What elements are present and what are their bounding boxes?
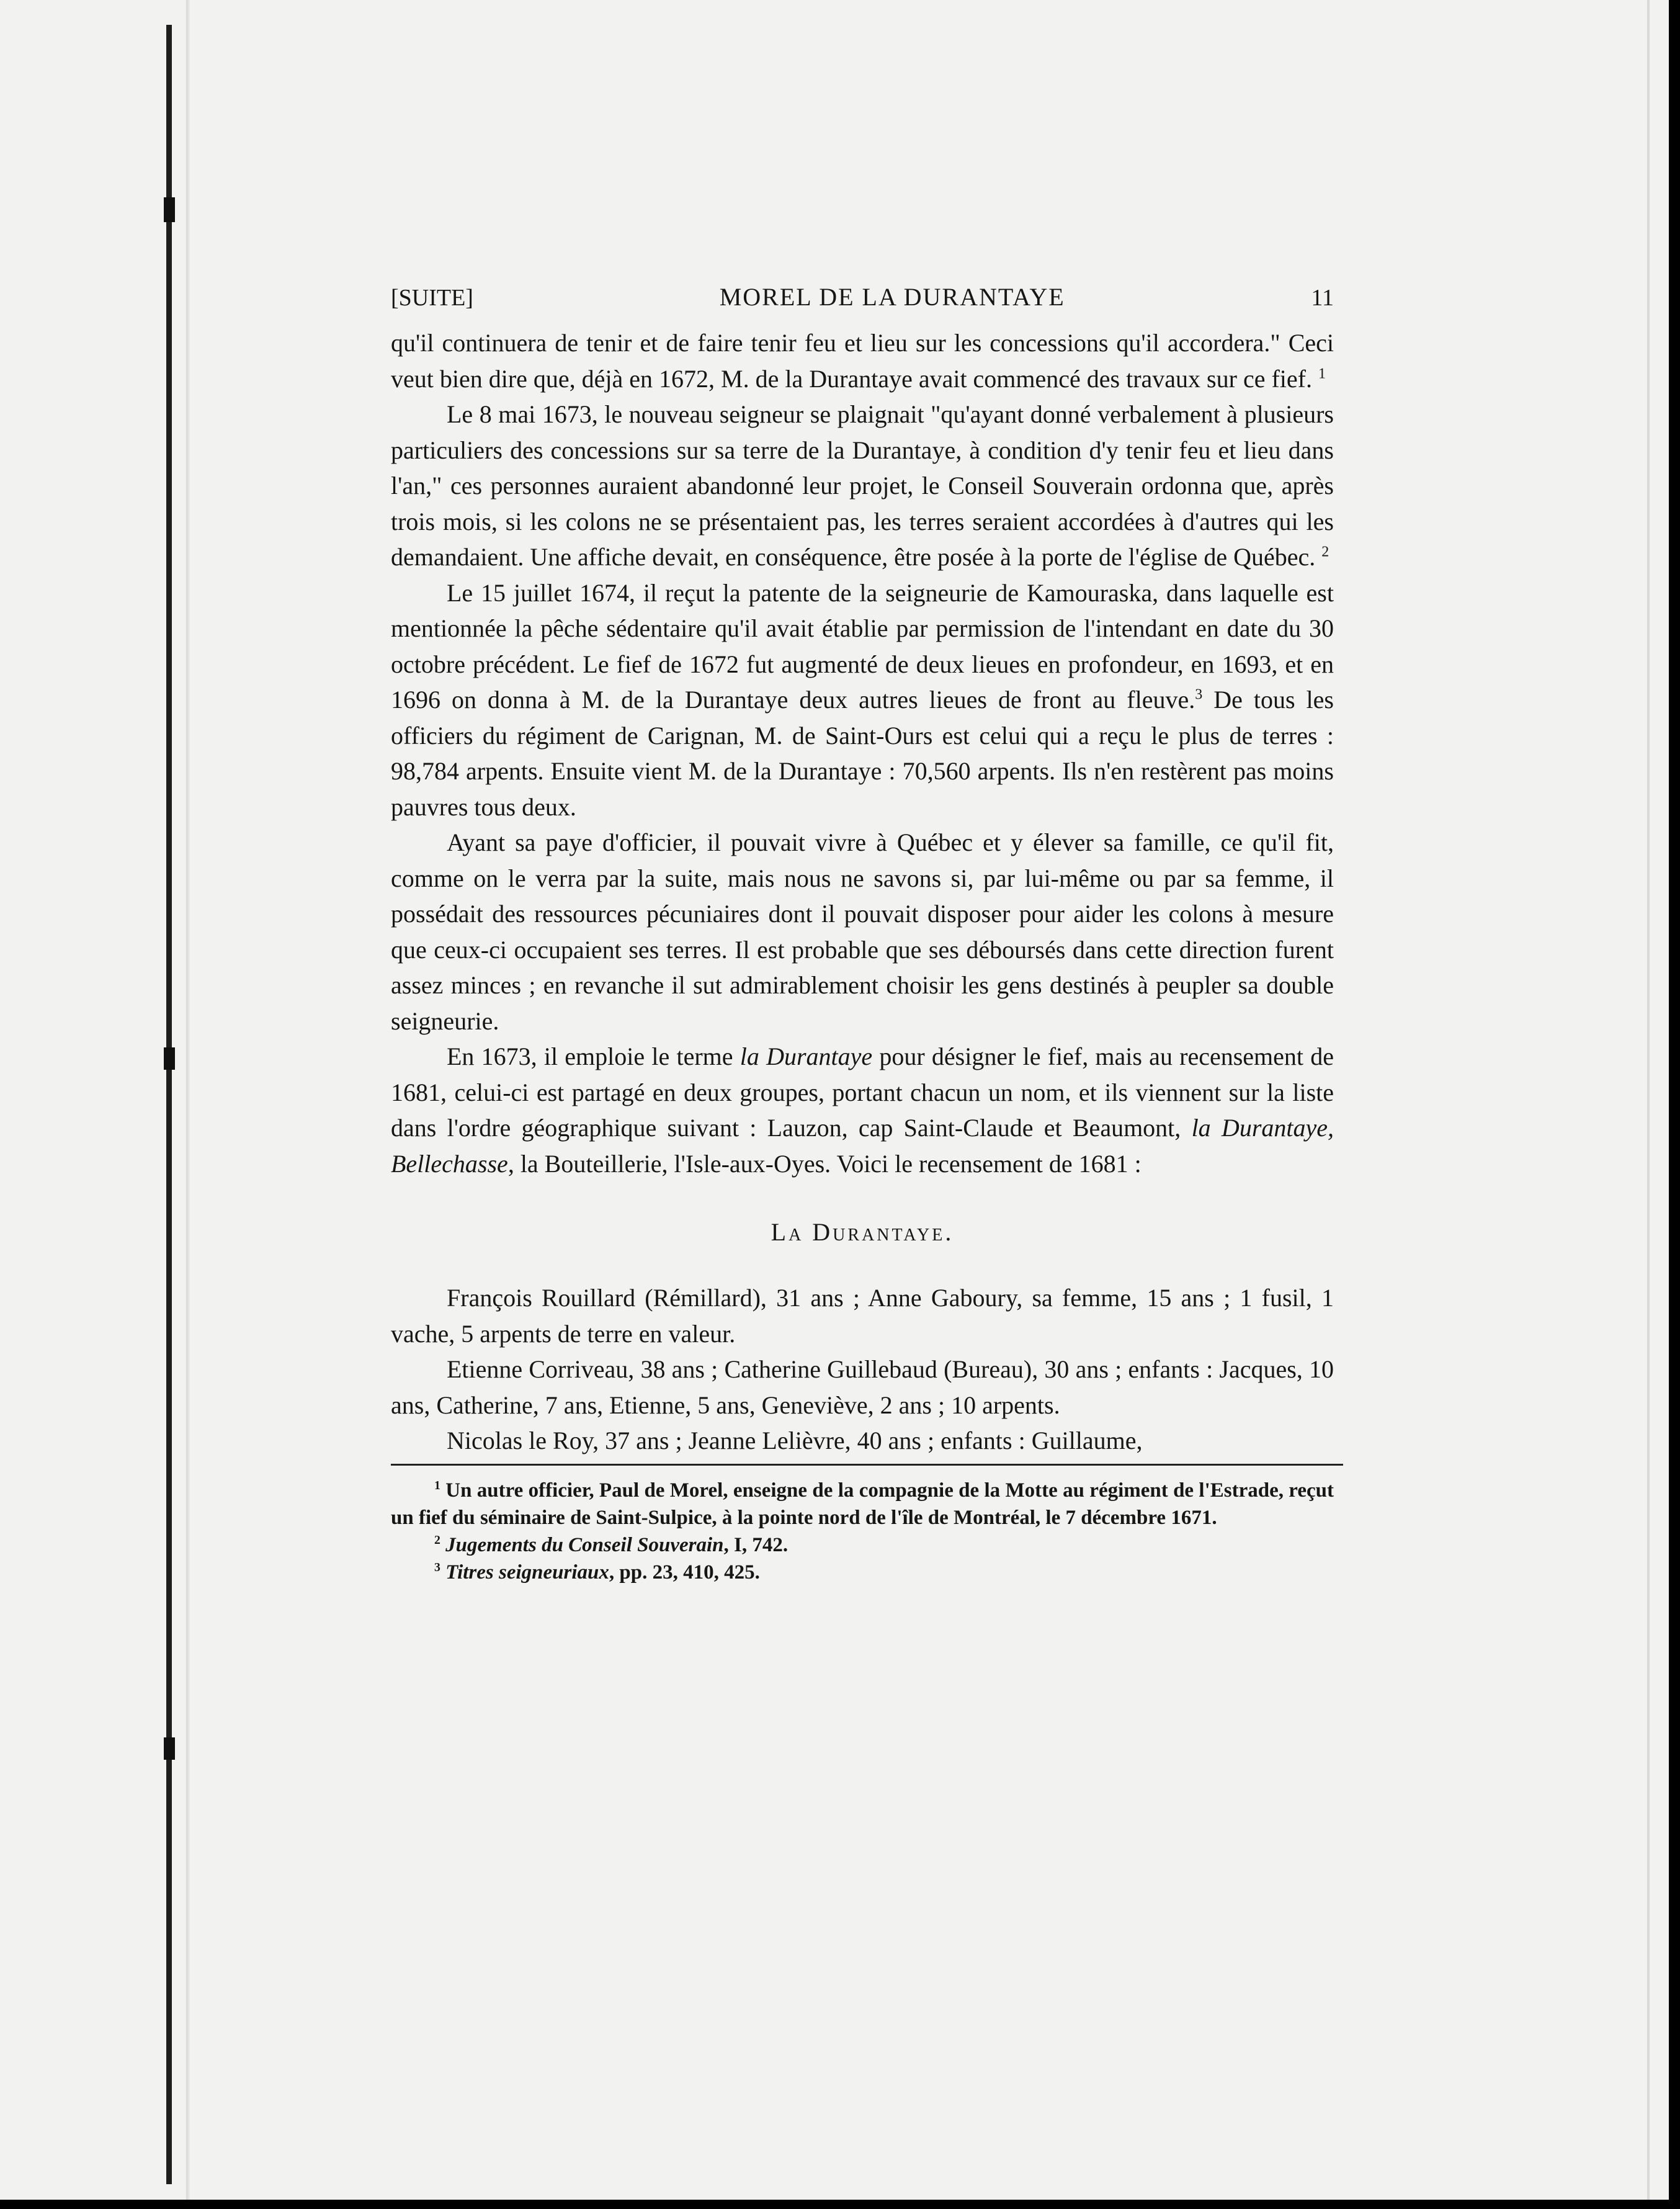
gutter-mark: [164, 1047, 175, 1070]
paragraph-3: [391, 575, 1334, 825]
paragraph-text: Le 8 mai 1673, le nouveau seigneur se plaignait "qu'ayant donné verbalement à plusieurs particuliers des concessions sur sa terre de la Durantaye, à condition d'y tenir feu et lieu dans l'an," ces personnes auraient abandonné leur projet, le Conseil Souverain ordonna que, après trois mois, si les colons ne se présentaient pas, les terres seraient accordées à d'autres qui les demandaient. Une affiche devait, en conséquence, être posée à la porte de l'église de Québec.: [391, 400, 1334, 571]
paragraph-text: En 1673, il emploie le terme: [447, 1042, 740, 1070]
census-entry: Etienne Corriveau, 38 ans ; Catherine Guillebaud (Bureau), 30 ans ; enfants : Jacques, 10 ans, Catherine, 7 ans, Etienne, 5 ans, Geneviève, 2 ans ; 10 arpents.: [391, 1355, 1334, 1419]
footnote-divider: [391, 1464, 1343, 1466]
italic-term: la Durantaye, Bellechasse: [391, 1114, 1334, 1178]
footnote-ref: 1: [1318, 365, 1326, 382]
paragraph-text: De tous les officiers du régiment de Carignan, M. de Saint-Ours est celui qui a reçu le plus de terres : 98,784 arpents. Ensuite vient M. de la Durantaye : 70,560 arpents. Ils n'en restèrent pas moins pauvres tous deux.: [391, 686, 1334, 821]
paragraph-text: Ayant sa paye d'officier, il pouvait vivre à Québec et y élever sa famille, ce qu'il fit, comme on le verra par la suite, mais nous ne savons si, par lui-même ou par sa femme, il possédait des ressources pécuniaires dont il pouvait disposer pour aider les colons à mesure que ceux-ci occupaient ses terres. Il est probable que ses déboursés dans cette direction furent assez minces ; en revanche il sut admirablement choisir les gens destinés à peupler sa double seigneurie.: [391, 828, 1334, 1035]
header-left: [SUITE]: [391, 285, 473, 311]
gutter-mark: [164, 1737, 175, 1760]
page-text-block: [391, 282, 1334, 1586]
census-entry: François Rouillard (Rémillard), 31 ans ; Anne Gaboury, sa femme, 15 ans ; 1 fusil, 1 vache, 5 arpents de terre en valeur.: [391, 1284, 1334, 1348]
footnote-title: Jugements du Conseil Souverain: [445, 1533, 724, 1556]
footnote-3: [391, 1559, 1334, 1586]
footnote-1: [391, 1477, 1334, 1531]
footnote-text: , I, 742.: [723, 1533, 789, 1556]
footnote-mark: 2: [434, 1533, 440, 1547]
paragraph-text: Le 15 juillet 1674, il reçut la patente de la seigneurie de Kamouraska, dans laquelle est mentionnée la pêche sédentaire qu'il avait établie par permission de l'intendant en date du 30 octobre précédent. Le fief de 1672 fut augmenté de deux lieues en profondeur, en 1693, et en 1696 on donna à M. de la Durantaye deux autres lieues de front au fleuve.: [391, 578, 1334, 714]
running-header: [391, 282, 1334, 311]
binding-gutter: [166, 25, 172, 2184]
paragraph-5: [391, 1039, 1334, 1181]
footnote-text: , pp. 23, 410, 425.: [609, 1561, 760, 1584]
header-title: MOREL DE LA DURANTAYE: [719, 283, 1065, 311]
italic-term: la Durantaye: [739, 1042, 873, 1070]
paragraph-4: [391, 825, 1334, 1039]
footnote-2: [391, 1531, 1334, 1559]
footnote-title: Titres seigneuriaux: [445, 1561, 609, 1584]
footnote-mark: 1: [434, 1478, 440, 1492]
census-entry: Nicolas le Roy, 37 ans ; Jeanne Lelièvre, 40 ans ; enfants : Guillaume,: [447, 1427, 1143, 1454]
footnote-ref: 3: [1195, 686, 1203, 703]
gutter-mark: [164, 197, 175, 222]
paragraph-1: [391, 325, 1334, 397]
page-number: 11: [1311, 285, 1334, 311]
page-fold-shadow: [186, 0, 190, 2200]
paragraph-text: , la Bouteillerie, l'Isle-aux-Oyes. Voici le recensement de 1681 :: [507, 1149, 1142, 1178]
footnote-text: Un autre officier, Paul de Morel, enseigne de la compagnie de la Motte au régiment de l'Estrade, reçut un fief du séminaire de Saint-Sulpice, à la pointe nord de l'île de Montréal, le 7 décembre 1671.: [391, 1479, 1334, 1529]
page-edge: [1647, 0, 1650, 2200]
section-heading: La Durantaye.: [771, 1218, 954, 1246]
footnote-ref: 2: [1321, 544, 1329, 560]
paragraph-text: qu'il continuera de tenir et de faire tenir feu et lieu sur les concessions qu'il accordera." Ceci veut bien dire que, déjà en 1672, M. de la Durantaye avait commencé des travaux sur ce fief.: [391, 329, 1334, 393]
paragraph-2: [391, 397, 1334, 575]
footnote-mark: 3: [434, 1560, 440, 1574]
paragraph-text: pour désigner le fief, mais au recensement de 1681, celui-ci est partagé en deux groupes, portant chacun un nom, et ils viennent sur la liste dans l'ordre géographique suivant : Lauzon, cap Saint-Claude et Beaumont,: [391, 1042, 1334, 1142]
